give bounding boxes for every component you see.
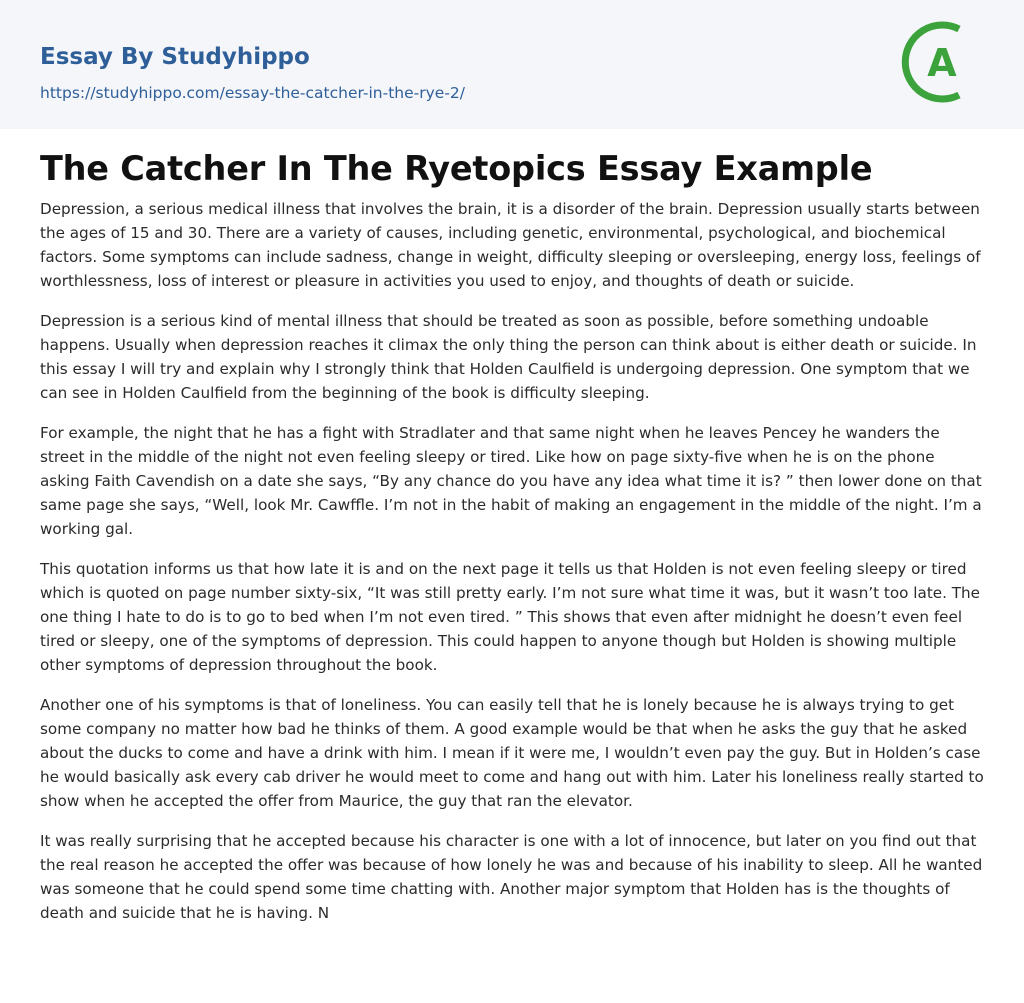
article-paragraph: Another one of his symptoms is that of loneliness. You can easily tell that he is lonely because he is always trying to get some company no matter how bad he thinks of them. A good example would be that when he asks the guy that he asked about the ducks to come and have a drink with him. I mean if it were me, I wouldn’t even pay the guy. But in Holden’s case he would basically ask every cab driver he would meet to come and hang out with him. Later his loneliness really started to show when he accepted the offer from Maurice, the guy that ran the elevator. <box>40 696 984 810</box>
article-paragraph: Depression is a serious kind of mental illness that should be treated as soon as possible, before something undoable happens. Usually when depression reaches it climax the only thing the person can think about is either death or suicide. In this essay I will try and explain why I strongly think that Holden Caulfield is undergoing depression. One symptom that we can see in Holden Caulfield from the beginning of the book is difficulty sleeping. <box>40 312 977 402</box>
article-paragraph: For example, the night that he has a fight with Stradlater and that same night when he leaves Pencey he wanders the street in the middle of the night not even feeling sleepy or tired. Like how on page sixty-five when he is on the phone asking Faith Cavendish on a date she says, “By any chance do you have any idea what time it is? ” then lower done on that same page she says, “Well, look Mr. Cawffle. I’m not in the habit of making an engagement in the middle of the night. I’m a working gal. <box>40 424 982 538</box>
logo-letter: A <box>927 41 957 85</box>
article-paragraph: It was really surprising that he accepted because his character is one with a lot of innocence, but later on you find out that the real reason he accepted the offer was because of how lonely he was and because of his inability to sleep. All he wanted was someone that he could spend some time chatting with. Another major symptom that Holden has is the thoughts of death and suicide that he is having. N <box>40 832 983 922</box>
site-header <box>0 0 1024 129</box>
source-url-link[interactable]: https://studyhippo.com/essay-the-catcher-in-the-rye-2/ <box>40 84 465 102</box>
site-brand[interactable]: Essay By Studyhippo <box>40 44 310 70</box>
article-paragraph: Depression, a serious medical illness that involves the brain, it is a disorder of the brain. Depression usually starts between the ages of 15 and 30. There are a variety of causes, including genetic, environmental, psychological, and biochemical factors. Some symptoms can include sadness, change in weight, difficulty sleeping or oversleeping, energy loss, feelings of worthlessness, loss of interest or pleasure in activities you used to enjoy, and thoughts of death or suicide. <box>40 200 981 290</box>
article <box>0 149 1024 925</box>
article-paragraph: This quotation informs us that how late it is and on the next page it tells us that Holden is not even feeling sleepy or tired which is quoted on page number sixty-six, “It was still pretty early. I’m not sure what time it was, but it wasn’t too late. The one thing I hate to do is to go to bed when I’m not even tired. ” This shows that even after midnight he doesn’t even feel tired or sleepy, one of the symptoms of depression. This could happen to anyone though but Holden is showing multiple other symptoms of depression throughout the book. <box>40 560 981 674</box>
site-logo-icon[interactable] <box>899 19 985 105</box>
article-title: The Catcher In The Ryetopics Essay Example <box>40 149 873 188</box>
